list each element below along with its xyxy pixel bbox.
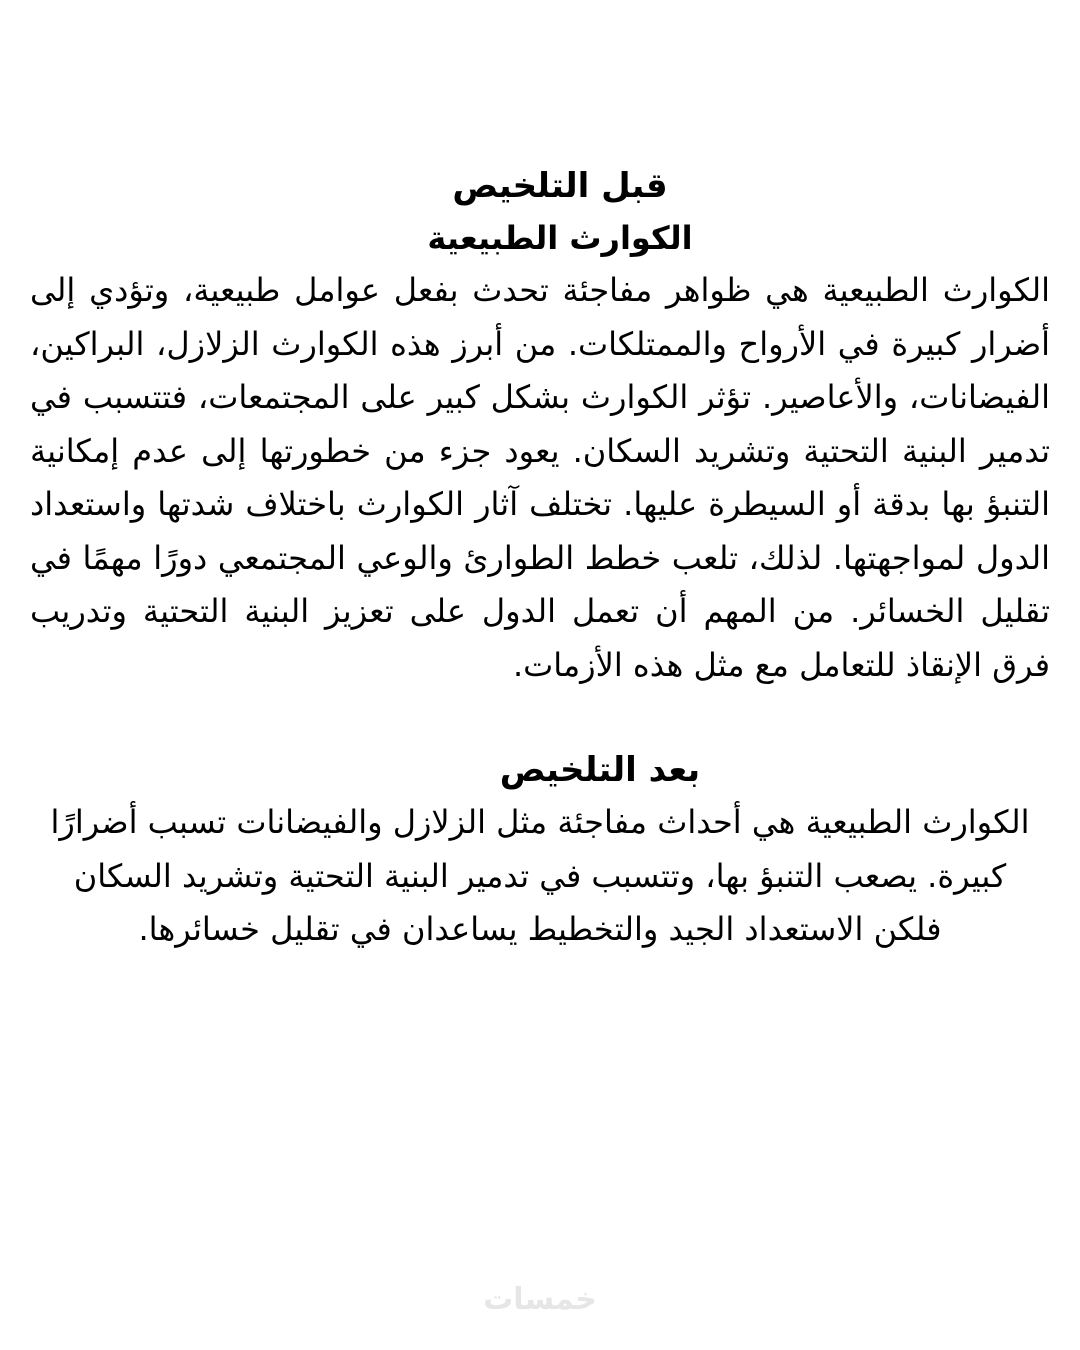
summary-paragraph: الكوارث الطبيعية هي أحداث مفاجئة مثل الزلازل والفيضانات تسبب أضرارًا كبيرة. يصعب التنبؤ بها، وتتسبب في تدمير البنية التحتية وتشريد السكان فلكن الاستعداد الجيد والتخطيط يساعدان في تقليل خسائرها. <box>50 803 1030 948</box>
article-title: الكوارث الطبيعية <box>427 219 693 257</box>
before-summary-section <box>30 160 1050 692</box>
after-summary-section <box>30 744 1050 957</box>
before-summary-heading: قبل التلخيص <box>452 166 668 206</box>
after-summary-heading: بعد التلخيص <box>499 750 701 790</box>
watermark-logo: خمسات <box>483 1282 597 1317</box>
original-paragraph: الكوارث الطبيعية هي ظواهر مفاجئة تحدث بفعل عوامل طبيعية، وتؤدي إلى أضرار كبيرة في الأرواح والممتلكات. من أبرز هذه الكوارث الزلازل، البراكين، الفيضانات، والأعاصير. تؤثر الكوارث بشكل كبير على المجتمعات، فتتسبب في تدمير البنية التحتية وتشريد السكان. يعود جزء من خطورتها إلى عدم إمكانية التنبؤ بها بدقة أو السيطرة عليها. تختلف آثار الكوارث باختلاف شدتها واستعداد الدول لمواجهتها. لذلك، تلعب خطط الطوارئ والوعي المجتمعي دورًا مهمًا في تقليل الخسائر. من المهم أن تعمل الدول على تعزيز البنية التحتية وتدريب فرق الإنقاذ للتعامل مع مثل هذه الأزمات. <box>30 271 1050 684</box>
document-page <box>30 160 1050 957</box>
